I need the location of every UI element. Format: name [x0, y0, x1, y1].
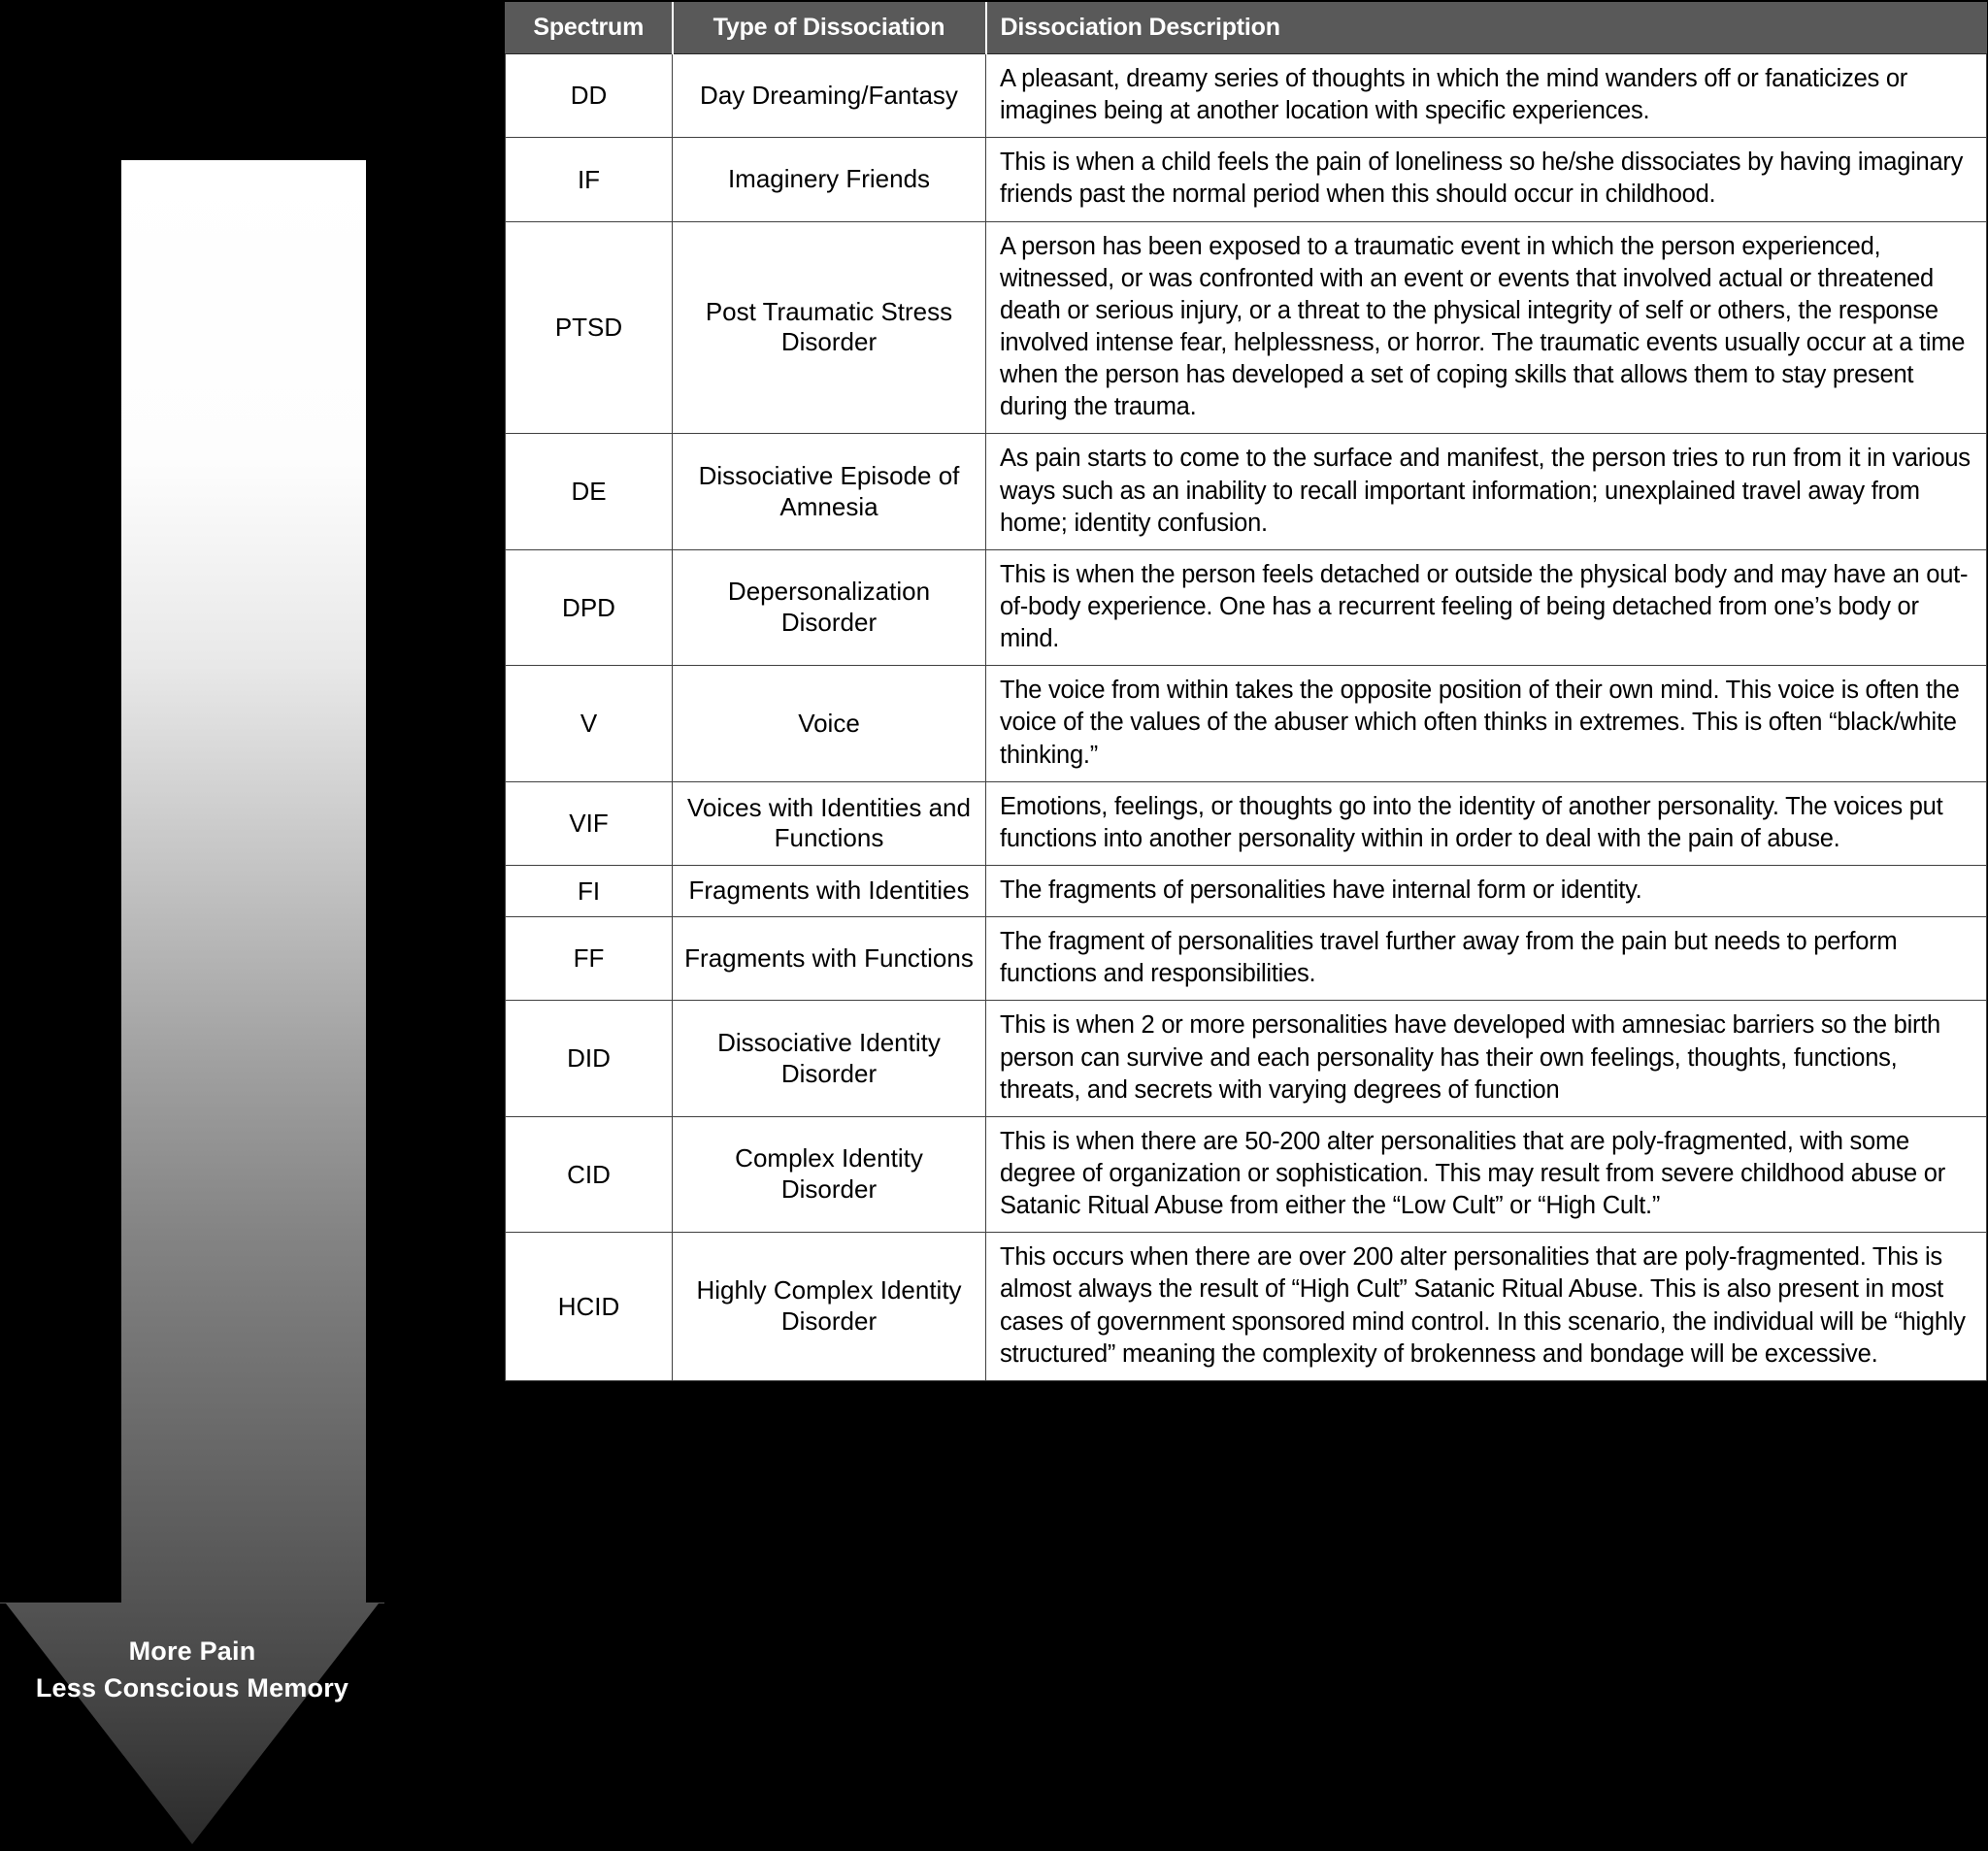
cell-description: The voice from within takes the opposite position of their own mind. This voice is often the voice of the values of the abuser which often thinks in extremes. This is often “black/white thinking.”	[986, 666, 1987, 781]
cell-description: This is when 2 or more personalities have developed with amnesiac barriers so the birth person can survive and each personality has their own feelings, thoughts, functions, threats, and secrets with varying degrees of function	[986, 1001, 1987, 1116]
table-row	[506, 54, 1987, 138]
cell-spectrum: V	[506, 666, 673, 781]
spectrum-arrow-panel	[0, 0, 384, 1851]
table-row	[506, 865, 1987, 916]
table-row	[506, 138, 1987, 221]
table-row	[506, 1116, 1987, 1232]
table-body	[506, 54, 1987, 1381]
cell-spectrum: FI	[506, 865, 673, 916]
table-row	[506, 781, 1987, 865]
table-row	[506, 434, 1987, 549]
column-header-description: Dissociation Description	[986, 3, 1987, 54]
cell-type: Fragments with Identities	[673, 865, 986, 916]
cell-type: Imaginery Friends	[673, 138, 986, 221]
table-header	[506, 3, 1987, 54]
cell-spectrum: PTSD	[506, 221, 673, 434]
arrow-label: More Pain Less Conscious Memory	[35, 1636, 349, 1702]
cell-spectrum: DD	[506, 54, 673, 138]
cell-spectrum: VIF	[506, 781, 673, 865]
dissociation-spectrum-table	[505, 2, 1987, 1381]
cell-spectrum: CID	[506, 1116, 673, 1232]
cell-type: Fragments with Functions	[673, 917, 986, 1001]
cell-description: The fragments of personalities have internal form or identity.	[986, 865, 1987, 916]
cell-description: This is when a child feels the pain of loneliness so he/she dissociates by having imaginary friends past the normal period when this should occur in childhood.	[986, 138, 1987, 221]
cell-type: Depersonalization Disorder	[673, 549, 986, 665]
cell-type: Day Dreaming/Fantasy	[673, 54, 986, 138]
down-arrow-icon	[0, 0, 384, 1851]
cell-type: Highly Complex Identity Disorder	[673, 1233, 986, 1381]
cell-spectrum: HCID	[506, 1233, 673, 1381]
cell-description: The fragment of personalities travel further away from the pain but needs to perform functions and responsibilities.	[986, 917, 1987, 1001]
cell-description: As pain starts to come to the surface and manifest, the person tries to run from it in various ways such as an inability to recall important information; unexplained travel away from home; identity confusion.	[986, 434, 1987, 549]
cell-description: This is when the person feels detached or outside the physical body and may have an out-of-body experience. One has a recurrent feeling of being detached from one’s body or mind.	[986, 549, 1987, 665]
cell-spectrum: DPD	[506, 549, 673, 665]
cell-type: Voices with Identities and Functions	[673, 781, 986, 865]
table-row	[506, 1001, 1987, 1116]
cell-type: Voice	[673, 666, 986, 781]
cell-type: Complex Identity Disorder	[673, 1116, 986, 1232]
table-row	[506, 1233, 1987, 1381]
cell-description: A person has been exposed to a traumatic event in which the person experienced, witnessed, or was confronted with an event or events that involved actual or threatened death or serious injury, or a threat to the physical integrity of self or others, the response involved intense fear, helplessness, or horror. The traumatic events usually occur at a time when the person has developed a set of coping skills that allows them to stay present during the trauma.	[986, 221, 1987, 434]
table-row	[506, 221, 1987, 434]
column-header-spectrum: Spectrum	[506, 3, 673, 54]
cell-description: Emotions, feelings, or thoughts go into the identity of another personality. The voices put functions into another personality within in order to deal with the pain of abuse.	[986, 781, 1987, 865]
table-row	[506, 917, 1987, 1001]
cell-spectrum: FF	[506, 917, 673, 1001]
cell-type: Dissociative Identity Disorder	[673, 1001, 986, 1116]
cell-spectrum: DID	[506, 1001, 673, 1116]
table-header-row	[506, 3, 1987, 54]
cell-spectrum: IF	[506, 138, 673, 221]
table-row	[506, 666, 1987, 781]
cell-type: Post Traumatic Stress Disorder	[673, 221, 986, 434]
cell-description: This is when there are 50-200 alter personalities that are poly-fragmented, with some degree of organization or sophistication. This may result from severe childhood abuse or Satanic Ritual Abuse from either the “Low Cult” or “High Cult.”	[986, 1116, 1987, 1232]
cell-type: Dissociative Episode of Amnesia	[673, 434, 986, 549]
table-row	[506, 549, 1987, 665]
cell-description: A pleasant, dreamy series of thoughts in which the mind wanders off or fanaticizes or imagines being at another location with specific experiences.	[986, 54, 1987, 138]
column-header-type: Type of Dissociation	[673, 3, 986, 54]
cell-spectrum: DE	[506, 434, 673, 549]
cell-description: This occurs when there are over 200 alter personalities that are poly-fragmented. This is almost always the result of “High Cult” Satanic Ritual Abuse. This is also present in most cases of government sponsored mind control. In this scenario, the individual will be “highly structured” meaning the complexity of brokenness and bondage will be excessive.	[986, 1233, 1987, 1381]
